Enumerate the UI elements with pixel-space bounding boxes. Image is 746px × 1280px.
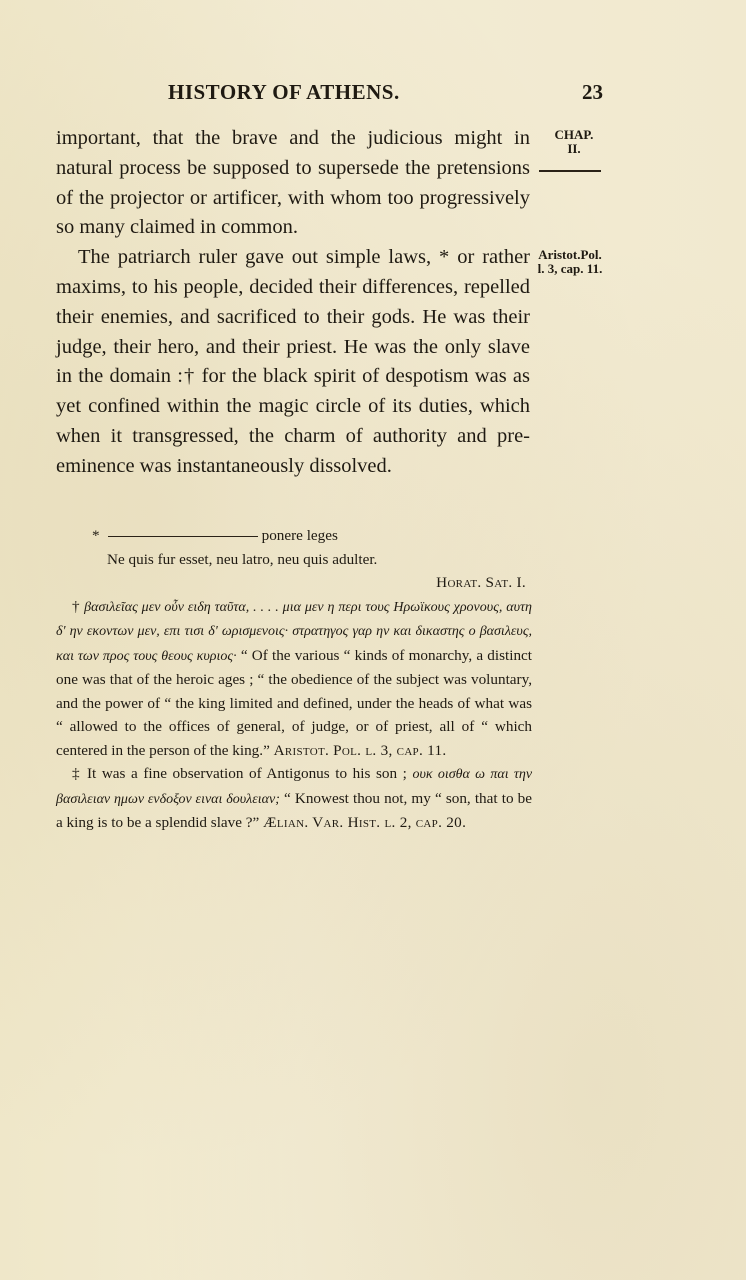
footnote-1-text-1: ponere leges: [261, 527, 338, 544]
chapter-margin-note: [546, 128, 602, 156]
body-paragraph-1: important, that the brave and the judicious might in natural process be supposed to supersede the pretensions of the projector or artificer, with whom too progressively so many claimed in common.: [56, 127, 530, 239]
footnote-1-line-1: [56, 524, 532, 548]
footnote-2-marker: †: [72, 597, 80, 615]
footnotes: [56, 524, 532, 835]
chapter-number: II.: [567, 141, 581, 156]
aristotle-margin-note: [533, 248, 607, 276]
footnote-3-english: “ Knowest thou not, my “ son, that to be a king is to be a splendid slave ?”: [56, 789, 532, 831]
chapter-rule: [539, 170, 601, 172]
main-text: [56, 124, 530, 482]
aristotle-note-line1: Aristot.Pol.: [538, 247, 602, 262]
page-number: 23: [582, 80, 603, 104]
footnote-dash-rule: [108, 536, 258, 537]
footnote-2-citation: Aristot. Pol. l. 3, cap. 11.: [273, 741, 447, 759]
footnote-2: [56, 595, 532, 763]
aristotle-note-line2: l. 3, cap. 11.: [537, 261, 603, 276]
footnote-1-marker: *: [92, 527, 100, 544]
body-paragraph-2: The patriarch ruler gave out simple laws, * or rather maxims, to his people, decided their differences, repelled their enemies, and sacrificed to their gods. He was their judge, their hero, and their priest. He was the only slave in the domain :† for the black spirit of despotism was as yet confined within the magic circle of its duties, which when it transgressed, the charm of authority and pre-eminence was instantaneously dissolved.: [56, 246, 530, 477]
footnote-3-marker: ‡: [72, 765, 82, 782]
running-head: HISTORY OF ATHENS.: [168, 80, 400, 104]
footnote-3-intro: It was a fine observation of Antigonus to his son ;: [86, 765, 407, 782]
chapter-label: CHAP.: [554, 127, 594, 142]
footnote-1-line-2: Ne quis fur esset, neu latro, neu quis adulter.: [107, 550, 378, 568]
footnote-3-greek: ουκ οισθα ω παι την βασιλειαν ημων ενδοξον ειναι δουλειαν;: [56, 767, 533, 807]
footnote-1-citation: Horat. Sat. I.: [436, 574, 526, 591]
footnote-2-english: “ Of the various “ kinds of monarchy, a distinct one was that of the heroic ages ; “ the obedience of the subject was voluntary, and the power of “ the king limited and defined, under the heads of what was “ allowed to the offices of general, of judge, or of priest, all of “ which centered in the person of the king.”: [56, 646, 532, 759]
footnote-2-greek: βασιλεῖας μεν οὖν ειδη ταῦτα, . . . . μια μεν η περι τους Ηρωϊκους χρονους, αυτη δ' ην εκοντων μεν, επι τισι δ' ωρισμενοις· στρατηγος γαρ ην και δικαστης ο βασιλευς, και των προς τους θεους κυριος·: [56, 599, 532, 664]
footnote-3: [56, 762, 532, 835]
footnote-3-citation: Ælian. Var. Hist. l. 2, cap. 20.: [263, 814, 467, 831]
